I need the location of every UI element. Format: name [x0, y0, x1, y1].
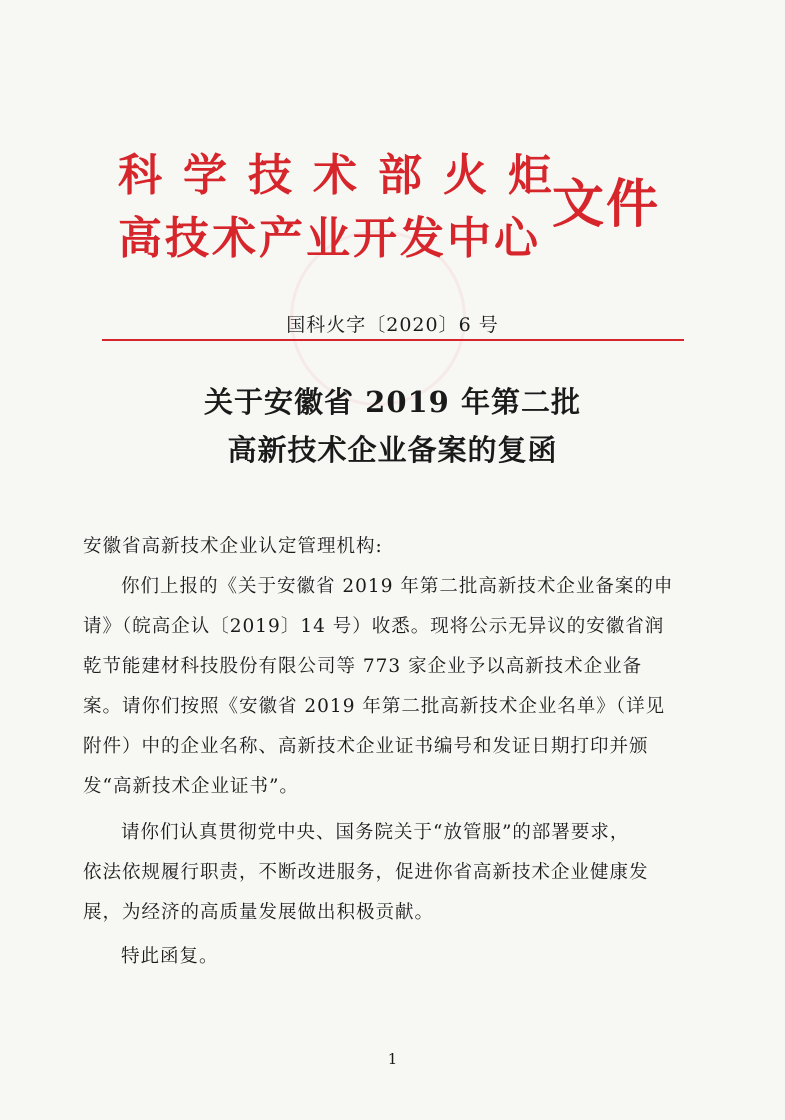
paragraph1-line3: 乾节能建材科技股份有限公司等 773 家企业予以高新技术企业备: [83, 656, 643, 677]
paragraph1-line4: 案。请你们按照《安徽省 2019 年第二批高新技术企业名单》（详见: [83, 696, 666, 717]
paragraph2-line3: 展，为经济的高质量发展做出积极贡献。: [83, 902, 435, 923]
paragraph2-line1: 请你们认真贯彻党中央、国务院关于“放管服”的部署要求，: [121, 822, 630, 843]
paragraph1-line5: 附件）中的企业名称、高新技术企业证书编号和发证日期打印并颁: [83, 736, 649, 757]
paragraph1-line6: 发“高新技术企业证书”。: [83, 776, 299, 797]
document-title-line1: 关于安徽省 2019 年第二批: [204, 385, 581, 419]
issuing-org-line2: 高技术产业开发中心: [118, 213, 541, 264]
paragraph2-line2: 依法依规履行职责，不断改进服务，促进你省高新技术企业健康发: [83, 862, 649, 883]
paragraph1-line1: 你们上报的《关于安徽省 2019 年第二批高新技术企业备案的申: [121, 576, 674, 597]
red-header-rule: [102, 339, 684, 341]
document-type-label: 文件: [552, 175, 661, 235]
document-title-line2: 高新技术企业备案的复函: [227, 433, 558, 467]
closing-line: 特此函复。: [121, 946, 219, 967]
paragraph1-line2: 请》（皖高企认〔2019〕14 号）收悉。现将公示无异议的安徽省润: [83, 616, 665, 637]
issuing-org-line1: 科学技术部火炬: [118, 150, 573, 201]
addressee: 安徽省高新技术企业认定管理机构:: [83, 536, 383, 557]
document-number: 国科火字〔2020〕6 号: [286, 314, 499, 336]
page-number: 1: [387, 1050, 398, 1068]
